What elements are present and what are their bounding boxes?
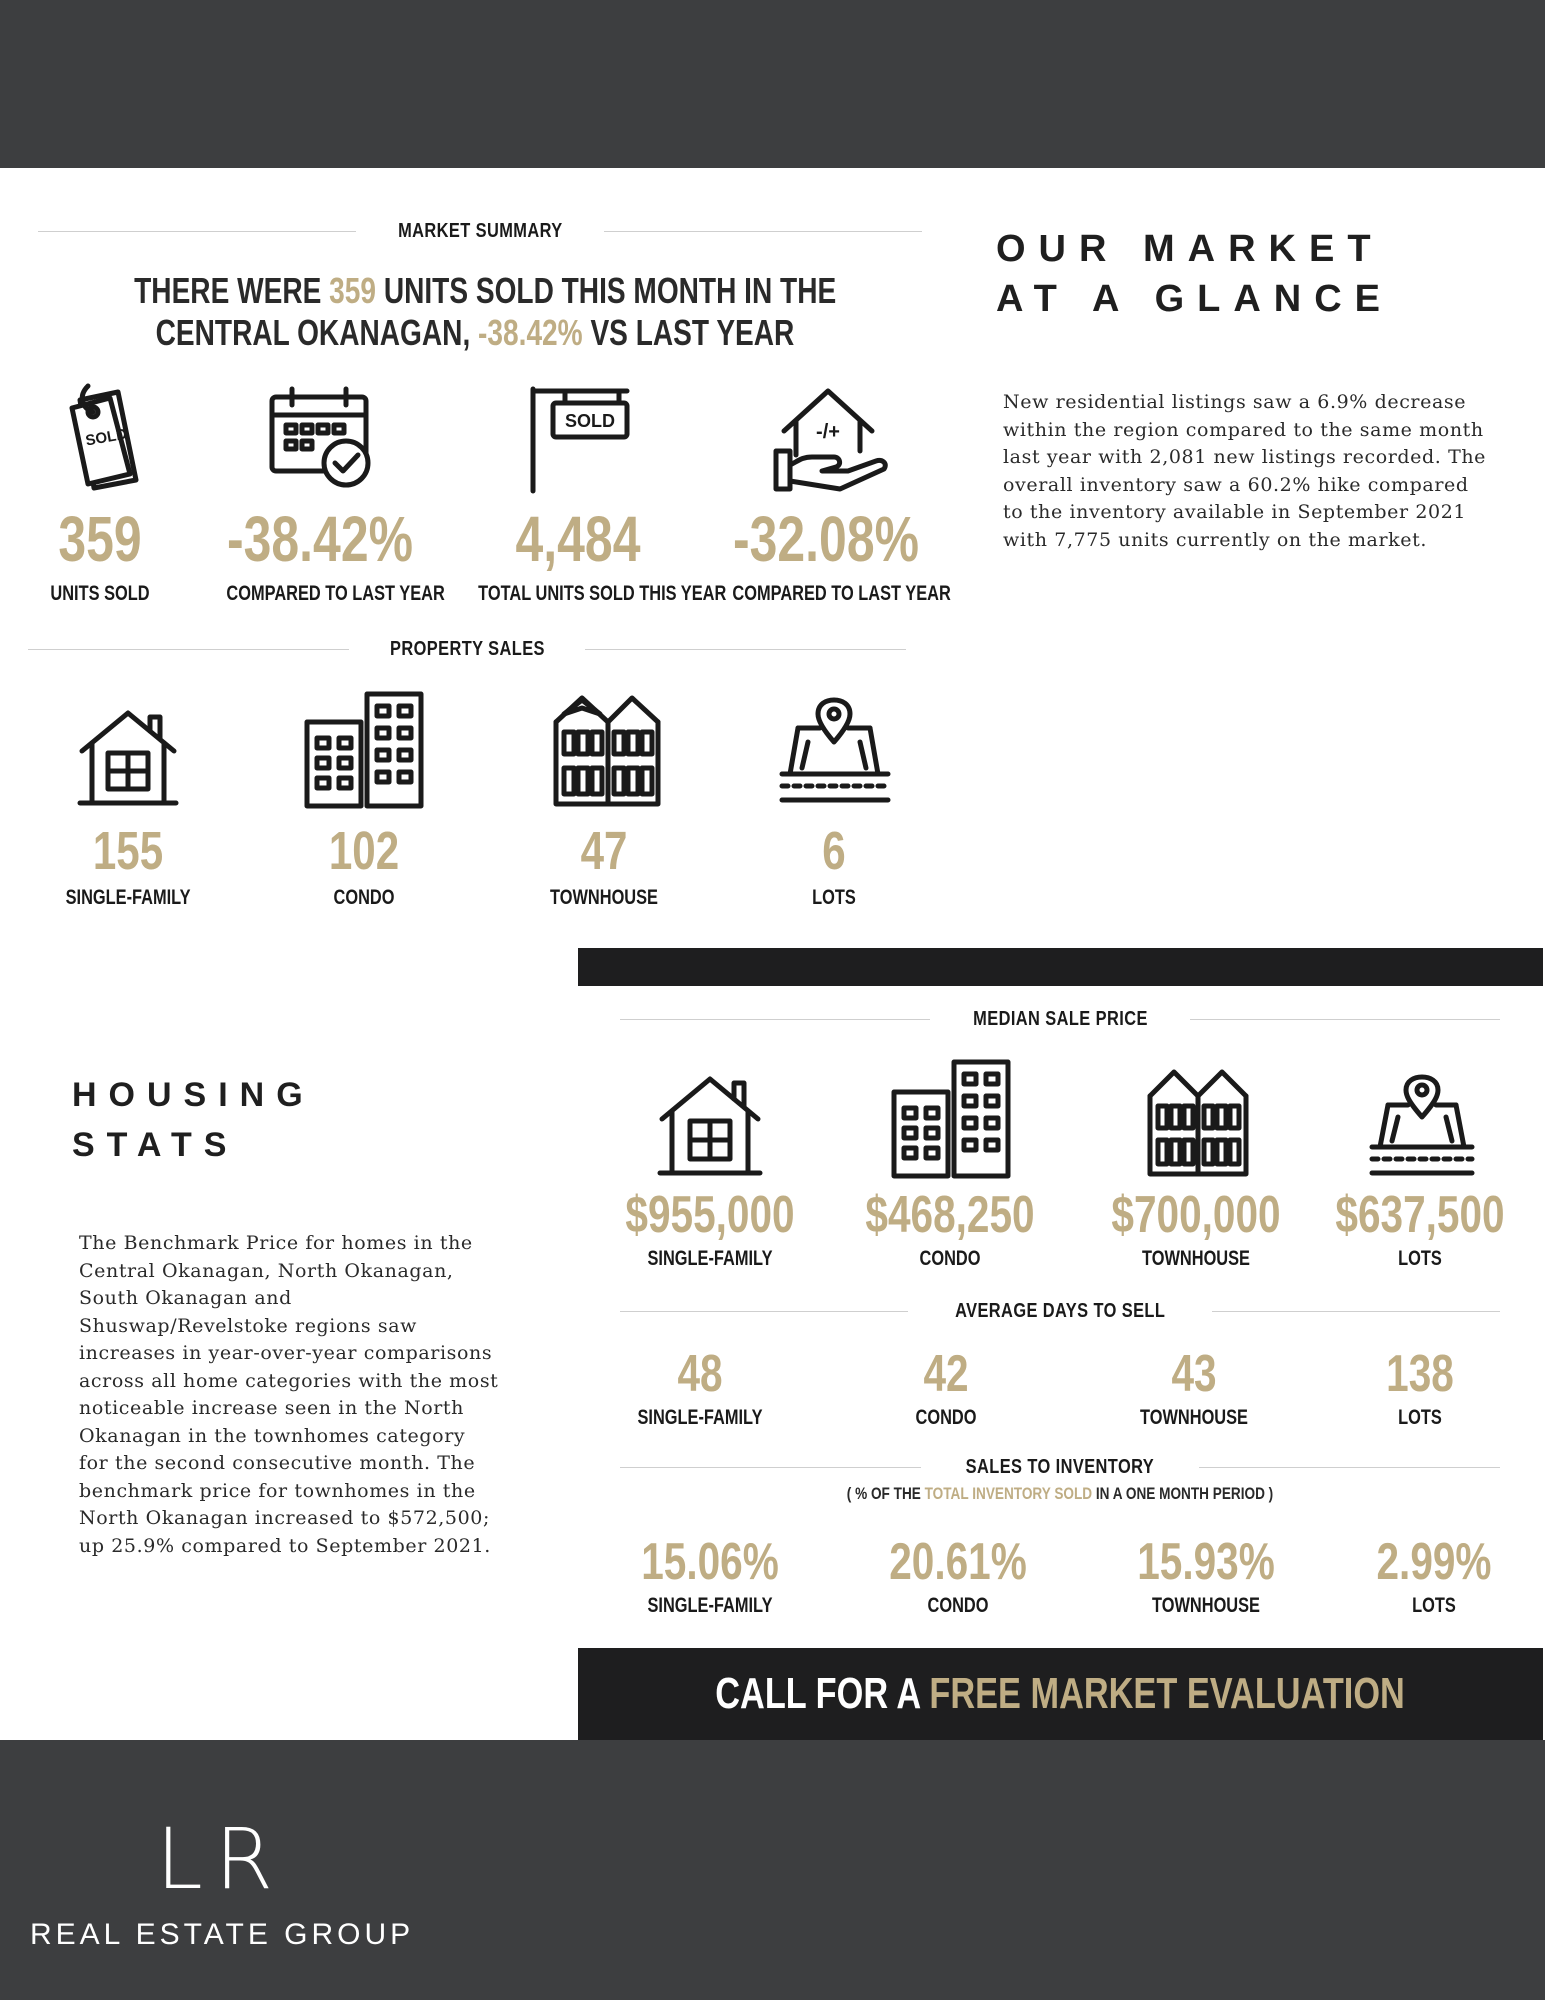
days-label: TOWNHOUSE xyxy=(1139,1406,1248,1429)
glance-title xyxy=(996,224,1393,324)
stat-label: TOTAL UNITS SOLD THIS YEAR xyxy=(478,582,727,605)
inventory-value: 15.93% xyxy=(1137,1533,1275,1591)
property-label: SINGLE-FAMILY xyxy=(65,886,191,904)
section-label: AVERAGE DAYS TO SELL xyxy=(954,1300,1166,1322)
stat-change-year xyxy=(706,500,951,606)
property-single-family xyxy=(48,818,208,884)
inventory-single-family xyxy=(600,1530,820,1618)
property-label: TOWNHOUSE xyxy=(549,886,658,904)
stat-value: -38.42% xyxy=(227,503,413,575)
section-label: MARKET SUMMARY xyxy=(397,220,563,242)
property-label: LOTS xyxy=(812,886,856,904)
stat-value: -32.08% xyxy=(733,503,919,575)
median-single-family xyxy=(600,1183,820,1271)
median-value: $637,500 xyxy=(1335,1186,1505,1244)
section-label: SALES TO INVENTORY xyxy=(965,1456,1155,1478)
days-value: 42 xyxy=(923,1345,969,1403)
property-condo xyxy=(284,818,444,884)
inventory-label: TOWNHOUSE xyxy=(1151,1594,1260,1617)
median-townhouse xyxy=(1086,1183,1306,1271)
condo-buildings-icon xyxy=(305,692,423,808)
inventory-label: SINGLE-FAMILY xyxy=(647,1594,773,1617)
headline-text: VS LAST YEAR xyxy=(582,312,795,353)
days-label: LOTS xyxy=(1398,1406,1442,1429)
housing-title-line: HOUSING xyxy=(72,1076,315,1114)
section-label: MEDIAN SALE PRICE xyxy=(972,1008,1148,1030)
inventory-value: 15.06% xyxy=(641,1533,779,1591)
headline-text: UNITS SOLD THIS MONTH IN THE xyxy=(376,270,837,311)
property-sales-header xyxy=(28,638,906,661)
lot-pin-icon xyxy=(1370,1075,1474,1179)
property-value: 47 xyxy=(580,821,628,881)
headline-units: 359 xyxy=(329,270,377,311)
section-label: PROPERTY SALES xyxy=(389,638,545,660)
days-townhouse xyxy=(1094,1342,1294,1430)
inventory-sub-highlight: TOTAL INVENTORY SOLD xyxy=(924,1484,1093,1503)
house-hand-text: -/+ xyxy=(816,421,840,443)
sold-sign-icon xyxy=(525,385,635,495)
housing-body: The Benchmark Price for homes in the Central Okanagan, North Okanagan, South Okanagan and Shuswap/Revelstoke regions saw increases in year-over-year comparisons across all home categories with the most noticeable increase seen in the North Okanagan in the townhomes category for the second consecutive month. The benchmark price for townhomes in the North Okanagan increased to $572,500; up 25.9% compared to September 2021. xyxy=(79,1232,499,1557)
glance-body: New residential listings saw a 6.9% decrease within the region compared to the same month last year with 2,081 new listings recorded. The overall inventory saw a 60.2% hike compared to the inventory available in September 2021 with 7,775 units currently on the market. xyxy=(1003,391,1487,551)
median-price-header xyxy=(620,1008,1500,1031)
inventory-lots xyxy=(1324,1530,1544,1618)
stat-value: 359 xyxy=(58,503,142,575)
inventory-sub-text: ( % OF THE xyxy=(846,1484,925,1503)
days-label: CONDO xyxy=(915,1406,977,1429)
stat-label: COMPARED TO LAST YEAR xyxy=(226,582,445,605)
property-value: 155 xyxy=(92,821,164,881)
townhouse-icon xyxy=(552,692,662,808)
sold-sign-text: SOLD xyxy=(564,411,616,431)
housing-title xyxy=(72,1070,315,1170)
stat-change-month xyxy=(200,500,445,606)
inventory-subtitle xyxy=(620,1484,1500,1504)
property-labels-clip xyxy=(0,884,940,904)
median-label: LOTS xyxy=(1398,1247,1442,1270)
brand-name: REAL ESTATE GROUP xyxy=(30,1918,415,1951)
house-icon xyxy=(78,707,178,807)
condo-buildings-icon xyxy=(892,1060,1010,1178)
median-value: $700,000 xyxy=(1111,1186,1281,1244)
property-value: 6 xyxy=(822,821,846,881)
days-label: SINGLE-FAMILY xyxy=(637,1406,763,1429)
house-hand-icon xyxy=(772,385,888,495)
inventory-label: CONDO xyxy=(927,1594,989,1617)
inventory-value: 20.61% xyxy=(889,1533,1027,1591)
inventory-header xyxy=(620,1456,1500,1479)
glance-title-line: OUR MARKET xyxy=(996,228,1384,270)
inventory-value: 2.99% xyxy=(1376,1533,1492,1591)
stat-label: COMPARED TO LAST YEAR xyxy=(732,582,951,605)
sold-tag-text: SOLD xyxy=(84,425,129,450)
inventory-condo xyxy=(848,1530,1068,1618)
glance-title-line: AT A GLANCE xyxy=(996,278,1394,320)
median-value: $955,000 xyxy=(625,1186,795,1244)
headline xyxy=(38,270,912,354)
days-header xyxy=(620,1300,1500,1323)
days-condo xyxy=(846,1342,1046,1430)
property-lots xyxy=(754,818,914,884)
lot-pin-icon xyxy=(780,698,890,806)
calendar-check-icon xyxy=(268,385,378,490)
days-lots xyxy=(1320,1342,1520,1430)
property-value: 102 xyxy=(328,821,400,881)
headline-change: -38.42% xyxy=(478,312,583,353)
median-label: TOWNHOUSE xyxy=(1141,1247,1250,1270)
townhouse-icon xyxy=(1146,1066,1250,1178)
inventory-label: LOTS xyxy=(1412,1594,1456,1617)
cta-button[interactable] xyxy=(578,1648,1543,1740)
cta-text: CALL FOR A xyxy=(715,1669,930,1718)
median-label: SINGLE-FAMILY xyxy=(647,1247,773,1270)
brand-logo: LR xyxy=(156,1810,286,1908)
headline-text: THERE WERE xyxy=(134,270,330,311)
house-icon xyxy=(658,1073,762,1177)
median-value: $468,250 xyxy=(865,1186,1035,1244)
stat-units-sold xyxy=(30,500,170,606)
housing-title-line: STATS xyxy=(72,1126,239,1164)
days-value: 48 xyxy=(677,1345,723,1403)
market-summary-header xyxy=(38,220,922,243)
median-label: CONDO xyxy=(919,1247,981,1270)
days-value: 138 xyxy=(1386,1345,1454,1403)
panel-top-bar xyxy=(578,948,1543,986)
days-single-family xyxy=(600,1342,800,1430)
headline-text: CENTRAL OKANAGAN, xyxy=(155,312,479,353)
inventory-townhouse xyxy=(1096,1530,1316,1618)
median-condo xyxy=(840,1183,1060,1271)
property-label: CONDO xyxy=(333,886,395,904)
property-townhouse xyxy=(524,818,684,884)
cta-highlight: FREE MARKET EVALUATION xyxy=(929,1669,1406,1718)
stat-label: UNITS SOLD xyxy=(50,582,150,605)
sold-tag-icon xyxy=(58,382,148,494)
stat-value: 4,484 xyxy=(515,503,641,575)
median-lots xyxy=(1310,1183,1530,1271)
stat-total-year xyxy=(450,500,727,606)
days-value: 43 xyxy=(1171,1345,1217,1403)
top-header-band xyxy=(0,0,1545,168)
inventory-sub-text: IN A ONE MONTH PERIOD ) xyxy=(1092,1484,1274,1503)
